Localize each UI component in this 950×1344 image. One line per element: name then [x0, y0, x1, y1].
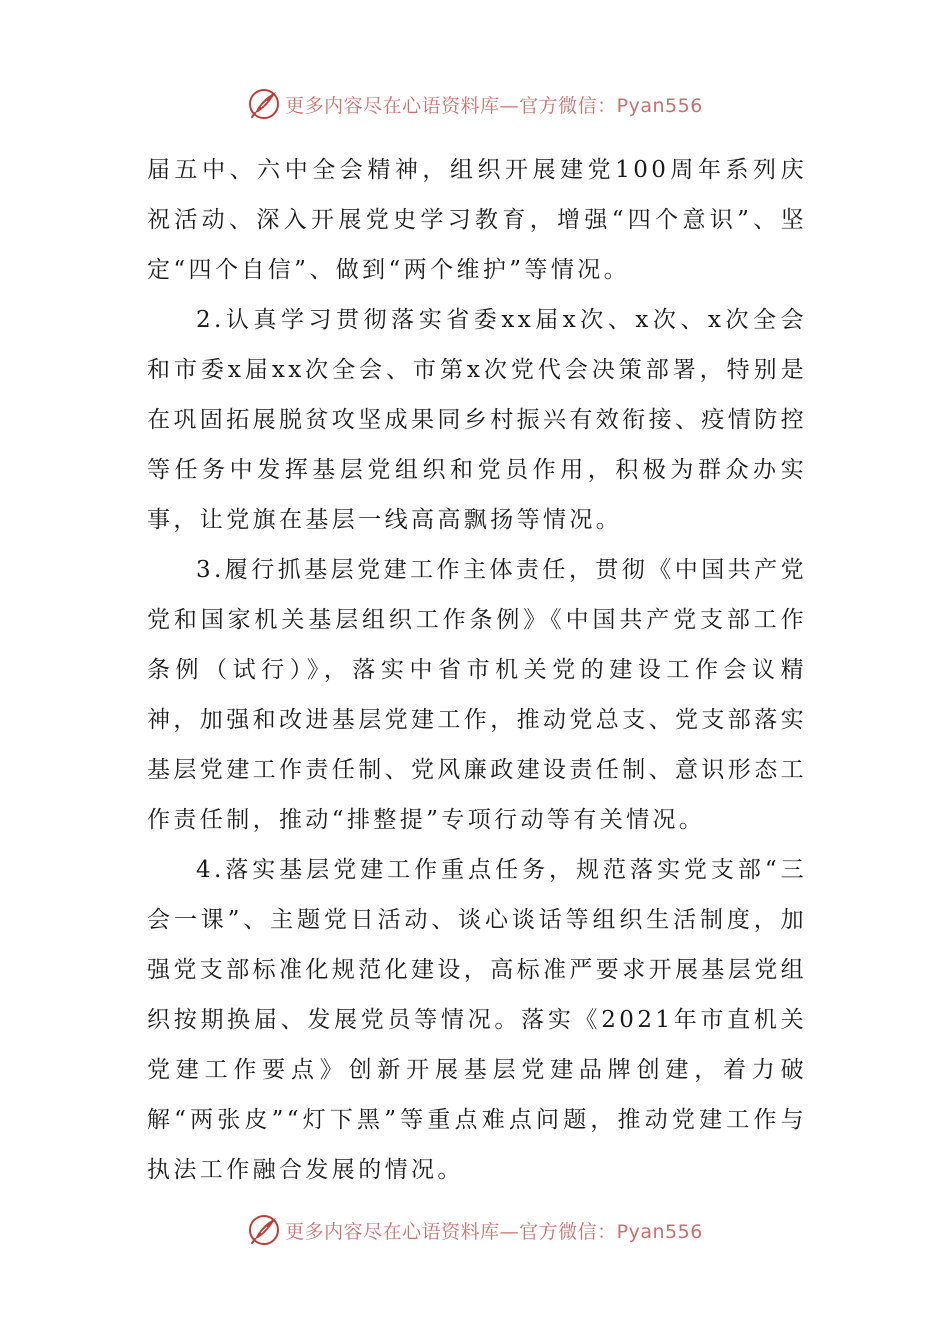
paragraph-4: 4.落实基层党建工作重点任务，规范落实党支部“三会一课”、主题党日活动、谈心谈话等组织生活制度，加强党支部标准化规范化建设，高标准严要求开展基层党组织按期换届、发展党员等情况。落实《2021年市直机关党建工作要点》创新开展基层党建品牌创建，着力破解“两张皮”“灯下黑”等重点难点问题，推动党建工作与执法工作融合发展的情况。: [147, 857, 807, 1183]
banner-text: 更多内容尽在心语资料库—官方微信：Pyan556: [285, 1220, 703, 1243]
wechat-id: Pyan556: [616, 94, 703, 117]
document-body: [147, 145, 807, 1195]
banner-text: 更多内容尽在心语资料库—官方微信：Pyan556: [285, 94, 703, 117]
paragraph-2: 2.认真学习贯彻落实省委xx届x次、x次、x次全会和市委x届xx次全会、市第x次党代会决策部署，特别是在巩固拓展脱贫攻坚成果同乡村振兴有效衔接、疫情防控等任务中发挥基层党组织和党员作用，积极为群众办实事，让党旗在基层一线高高飘扬等情况。: [147, 307, 807, 533]
wechat-id: Pyan556: [616, 1220, 703, 1243]
paragraph-3: 3.履行抓基层党建工作主体责任，贯彻《中国共产党党和国家机关基层组织工作条例》《中国共产党支部工作条例（试行）》，落实中省市机关党的建设工作会议精神，加强和改进基层党建工作，推动党总支、党支部落实基层党建工作责任制、党风廉政建设责任制、意识形态工作责任制，推动“排整提”专项行动等有关情况。: [147, 557, 807, 833]
footer-banner: [0, 1210, 950, 1250]
quill-pen-logo-icon: [247, 87, 281, 121]
header-banner: [0, 84, 950, 124]
quill-pen-logo-icon: [247, 1213, 281, 1247]
paragraph-1: 届五中、六中全会精神，组织开展建党100周年系列庆祝活动、深入开展党史学习教育，增强“四个意识”、坚定“四个自信”、做到“两个维护”等情况。: [147, 157, 807, 283]
